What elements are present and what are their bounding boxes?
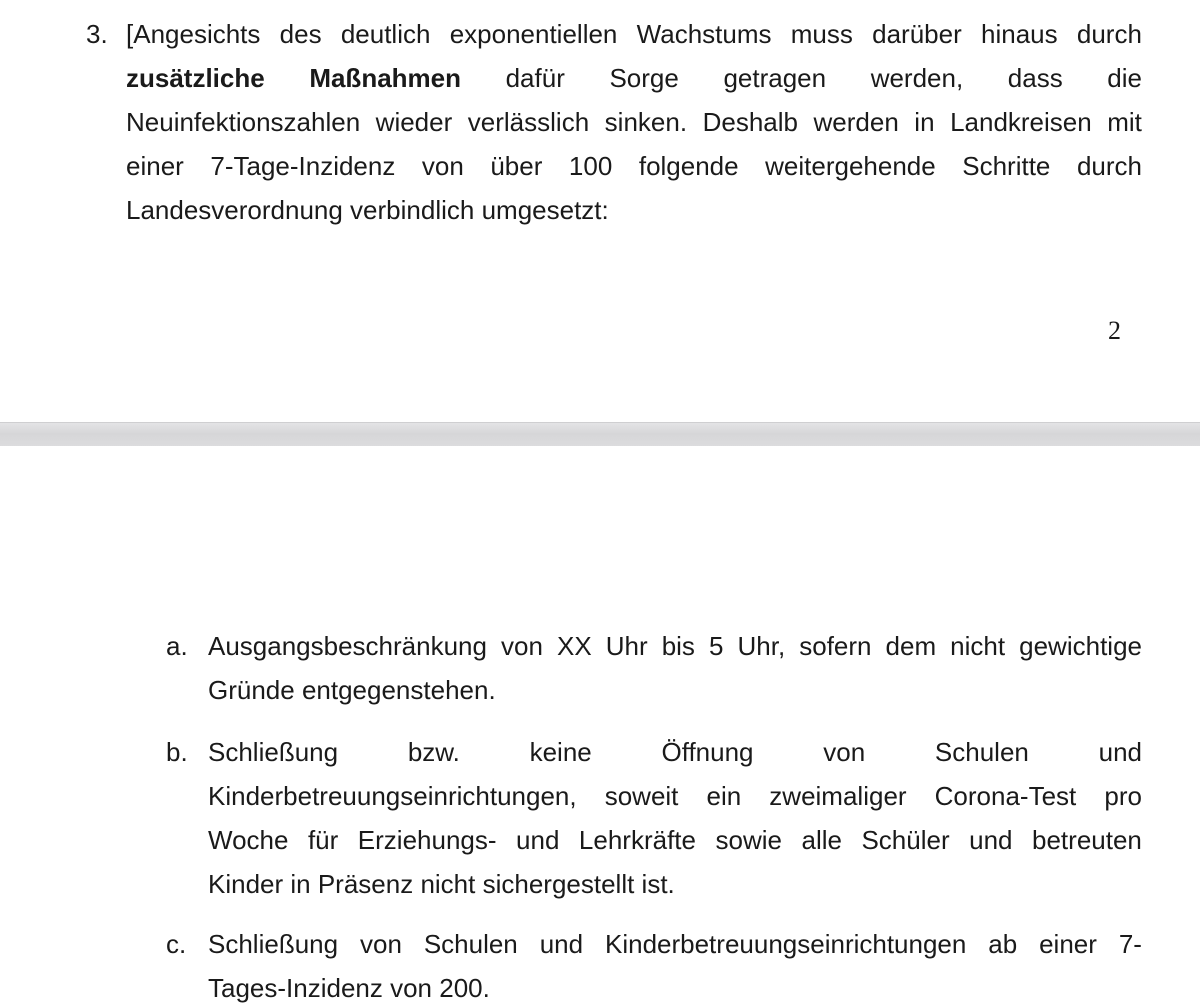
text-line: [126, 56, 1142, 100]
text-word: Sorge: [609, 63, 679, 93]
text-word: werden: [813, 107, 899, 137]
text-word: 7-: [1118, 929, 1142, 959]
text-word: Wachstums: [636, 19, 772, 49]
text-word: Kinderbetreuungseinrichtungen,: [208, 781, 577, 811]
page-number: 2: [1108, 316, 1121, 345]
text-word: keine: [529, 737, 592, 767]
text-word: über: [490, 151, 543, 181]
text-word: Schließung: [208, 929, 339, 959]
text-word: ab: [988, 929, 1018, 959]
text-word: hinaus: [981, 19, 1058, 49]
text-word: weitergehende: [765, 151, 936, 181]
text-word: Uhr: [605, 631, 648, 661]
text-word: und: [516, 825, 560, 855]
text-word: gewichtige: [1019, 631, 1142, 661]
text-word: dem: [885, 631, 937, 661]
text-word: einer: [126, 151, 184, 181]
text-word: XX: [557, 631, 592, 661]
list-item-text: [126, 12, 1142, 232]
text-word: Maßnahmen: [309, 63, 461, 93]
text-word: [Angesichts: [126, 19, 261, 49]
text-word: Woche: [208, 825, 289, 855]
text-word: von: [823, 737, 866, 767]
text-word: durch: [1076, 151, 1142, 181]
text-word: deutlich: [340, 19, 431, 49]
text-word: 5: [708, 631, 724, 661]
text-word: Kinder in Präsenz nicht sichergestellt ist.: [208, 869, 675, 899]
text-word: Neuinfektionszahlen: [126, 107, 361, 137]
text-word: Schulen: [423, 929, 518, 959]
text-word: Gründe entgegenstehen.: [208, 675, 496, 705]
text-word: Schließung: [208, 737, 339, 767]
text-word: bis: [661, 631, 695, 661]
text-word: zweimaliger: [769, 781, 907, 811]
text-word: durch: [1076, 19, 1142, 49]
text-line: [208, 922, 1142, 966]
text-word: Uhr,: [737, 631, 786, 661]
text-word: alle: [801, 825, 842, 855]
text-word: pro: [1104, 781, 1142, 811]
text-line: [208, 668, 1142, 712]
text-word: von: [421, 151, 464, 181]
text-word: Lehrkräfte: [578, 825, 696, 855]
text-word: Öffnung: [661, 737, 754, 767]
text-word: ein: [706, 781, 742, 811]
text-line: [208, 966, 1142, 1005]
text-word: dass: [1007, 63, 1063, 93]
text-word: verlässlich: [467, 107, 590, 137]
sub-item-label: c.: [166, 929, 187, 959]
text-line: [126, 12, 1142, 56]
text-word: von: [359, 929, 402, 959]
text-line: [208, 862, 1142, 906]
text-word: in: [914, 107, 935, 137]
sub-item-text: [208, 922, 1142, 1005]
sub-item-text: [208, 624, 1142, 712]
text-line: [208, 774, 1142, 818]
text-word: nicht: [950, 631, 1006, 661]
text-word: Schüler: [861, 825, 950, 855]
text-word: und: [969, 825, 1013, 855]
page-separator: [0, 422, 1200, 447]
sub-item-label: a.: [166, 631, 188, 661]
sub-item-text: [208, 730, 1142, 906]
text-word: 7-Tage-Inzidenz: [210, 151, 396, 181]
text-word: mit: [1107, 107, 1142, 137]
text-word: die: [1107, 63, 1142, 93]
text-line: [208, 818, 1142, 862]
text-word: exponentiellen: [449, 19, 618, 49]
list-item-label: 3.: [86, 19, 108, 49]
text-line: [126, 144, 1142, 188]
text-word: soweit: [604, 781, 679, 811]
text-word: betreuten: [1032, 825, 1142, 855]
text-word: Deshalb: [702, 107, 798, 137]
text-word: muss: [790, 19, 853, 49]
text-word: zusätzliche: [126, 63, 265, 93]
text-word: einer: [1039, 929, 1097, 959]
text-word: Ausgangsbeschränkung: [208, 631, 487, 661]
text-word: Landesverordnung verbindlich umgesetzt:: [126, 195, 609, 225]
text-word: getragen: [723, 63, 827, 93]
text-word: des: [279, 19, 322, 49]
text-word: und: [539, 929, 584, 959]
text-word: Schritte: [962, 151, 1051, 181]
text-word: folgende: [638, 151, 739, 181]
text-word: Schulen: [934, 737, 1029, 767]
text-word: dafür: [505, 63, 565, 93]
text-word: wieder: [375, 107, 453, 137]
text-word: darüber: [872, 19, 962, 49]
text-word: von: [501, 631, 543, 661]
text-word: für: [307, 825, 339, 855]
text-word: und: [1098, 737, 1142, 767]
text-line: [126, 188, 1142, 232]
text-word: Landkreisen: [950, 107, 1092, 137]
text-line: [208, 624, 1142, 668]
text-line: [126, 100, 1142, 144]
text-word: bzw.: [407, 737, 460, 767]
sub-item-label: b.: [166, 737, 188, 767]
text-word: Tages-Inzidenz von 200.: [208, 973, 490, 1003]
text-word: sowie: [715, 825, 782, 855]
text-word: werden,: [870, 63, 964, 93]
text-word: Erziehungs-: [357, 825, 497, 855]
text-word: Corona-Test: [934, 781, 1077, 811]
text-word: Kinderbetreuungseinrichtungen: [604, 929, 967, 959]
text-word: 100: [568, 151, 613, 181]
text-word: sofern: [799, 631, 872, 661]
text-line: [208, 730, 1142, 774]
text-word: sinken.: [604, 107, 688, 137]
